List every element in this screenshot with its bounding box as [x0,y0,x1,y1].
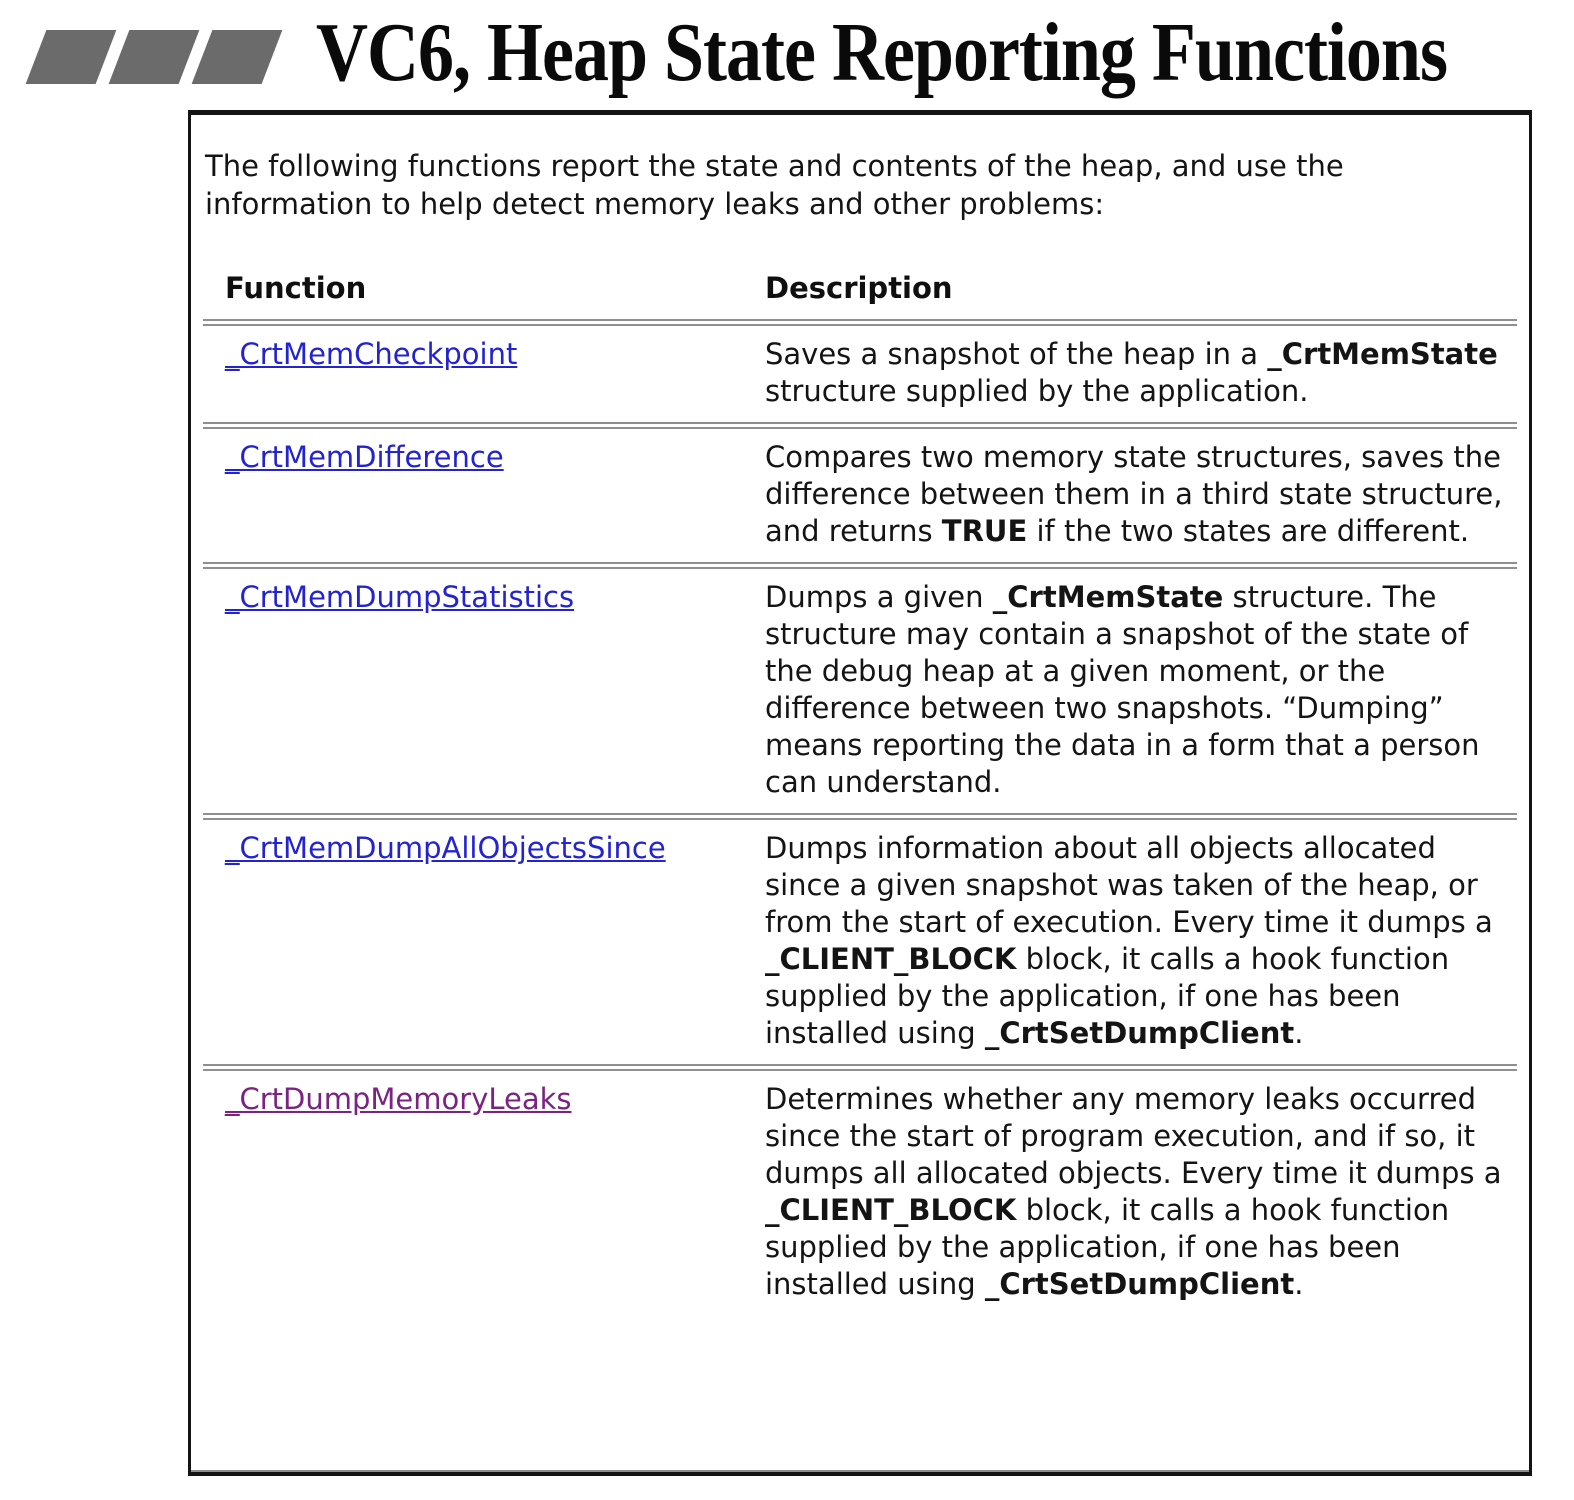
description-text: block, it calls a hook function supplied by the application, if one has been installed using [765,942,1450,1050]
function-cell [203,1068,765,1316]
table-row [203,566,1517,817]
table-bottom-rule [191,1470,1529,1472]
function-cell [203,566,765,817]
function-description [765,426,1517,566]
description-bold-term: _CrtSetDumpClient [984,1267,1295,1301]
description-text: Saves a snapshot of the heap in a [765,337,1268,371]
function-cell [203,426,765,566]
table-body [203,323,1517,1316]
column-header-description: Description [765,271,953,305]
table-row [203,323,1517,426]
function-link[interactable]: _CrtMemCheckpoint [225,337,518,371]
intro-text: The following functions report the state and contents of the heap, and use the information to help detect memory leaks and other problems: [205,149,1344,221]
content-box [188,110,1532,1476]
description-text: structure supplied by the application. [765,374,1309,408]
function-description [765,323,1517,426]
logo-bars [36,30,272,84]
functions-table [203,267,1517,1315]
description-text: Dumps a given [765,580,993,614]
function-description [765,1068,1517,1316]
description-bold-term: _CLIENT_BLOCK [765,942,1017,976]
description-text: if the two states are different. [1027,514,1470,548]
description-text: block, it calls a hook function supplied by the application, if one has been installed using [765,1193,1450,1301]
table-row [203,1068,1517,1316]
description-text: Dumps information about all objects allocated since a given snapshot was taken of the heap, or from the start of execution. Every time it dumps a [765,831,1493,939]
description-bold-term: _CrtMemState [1267,337,1498,371]
logo-bar-icon [109,30,200,84]
description-bold-term: _CLIENT_BLOCK [765,1193,1017,1227]
description-text: Determines whether any memory leaks occurred since the start of program execution, and if so, it dumps all allocated objects. Every time it dumps a [765,1082,1502,1190]
column-header-function: Function [225,271,367,305]
description-text: . [1294,1016,1304,1050]
function-description [765,817,1517,1068]
description-text: structure. The structure may contain a snapshot of the state of the debug heap at a given moment, or the difference between two snapshots. “Dumping” means reporting the data in a form that a person can understand. [765,580,1480,799]
description-bold-term: TRUE [941,514,1028,548]
function-link[interactable]: _CrtMemDumpAllObjectsSince [225,831,666,865]
page-title: VC6, Heap State Reporting Functions [316,5,1447,99]
function-cell [203,323,765,426]
table-row [203,426,1517,566]
function-link[interactable]: _CrtMemDumpStatistics [225,580,575,614]
function-link[interactable]: _CrtDumpMemoryLeaks [225,1082,572,1116]
description-text: . [1294,1267,1304,1301]
logo-bar-icon [26,30,117,84]
table-row [203,817,1517,1068]
function-link[interactable]: _CrtMemDifference [225,440,504,474]
description-bold-term: _CrtMemState [992,580,1224,614]
function-cell [203,817,765,1068]
logo-bar-icon [192,30,283,84]
function-description [765,566,1517,817]
table-header-row [203,267,1517,323]
description-text: Compares two memory state structures, saves the difference between them in a third state structure, and returns [765,440,1503,548]
description-bold-term: _CrtSetDumpClient [984,1016,1295,1050]
